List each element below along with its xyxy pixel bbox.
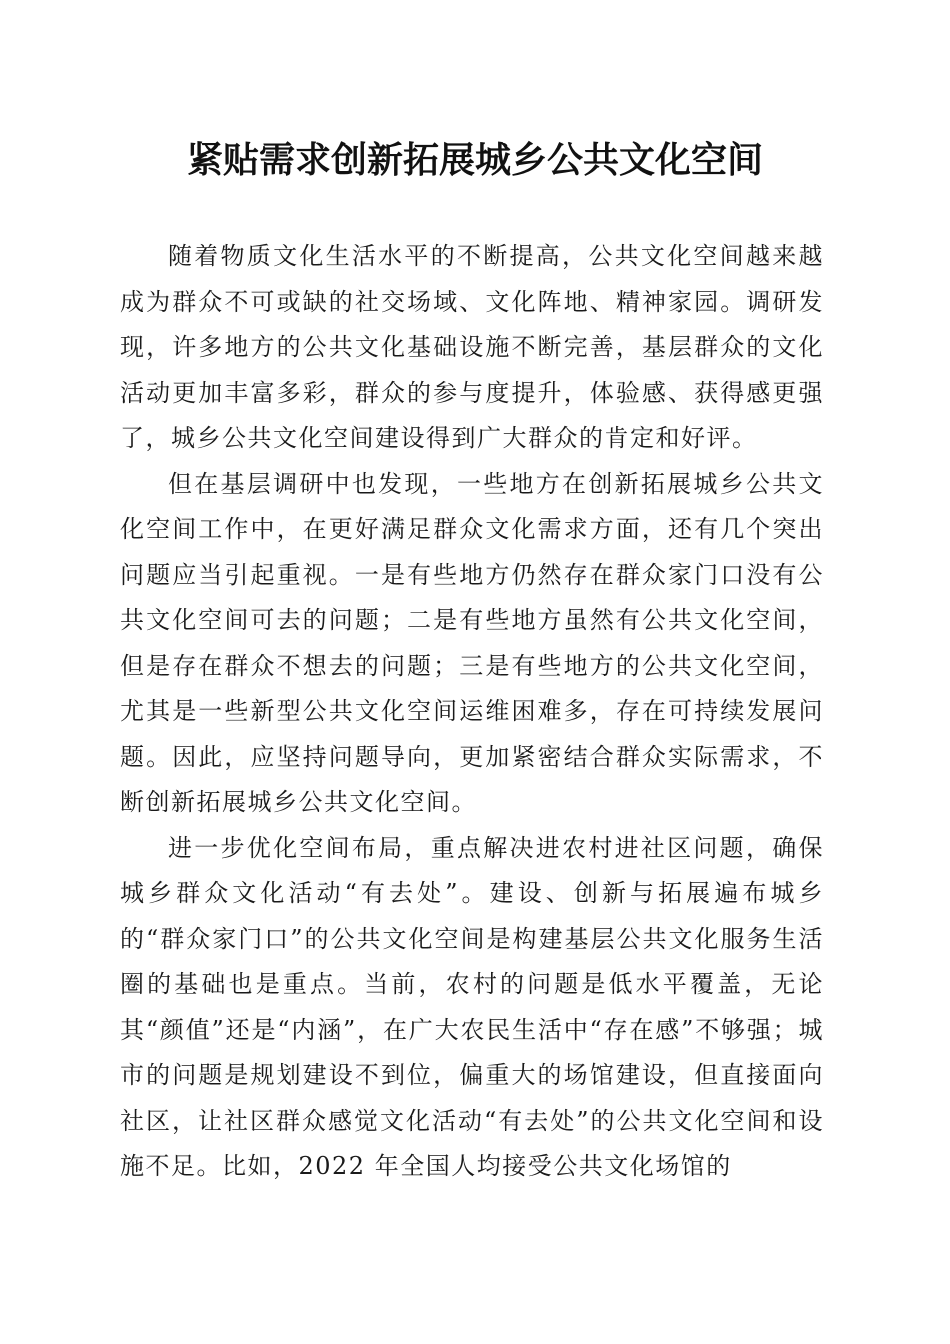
- paragraph-3: 进一步优化空间布局，重点解决进农村进社区问题，确保城乡群众文化活动“有去处”。建设、创新与拓展遍布城乡的“群众家门口”的公共文化空间是构建基层公共文化服务生活圈的基础也是重点。当前，农村的问题是低水平覆盖，无论其“颜值”还是“内涵”，在广大农民生活中“存在感”不够强；城市的问题是规划建设不到位，偏重大的场馆建设，但直接面向社区，让社区群众感觉文化活动“有去处”的公共文化空间和设施不足。比如，2022 年全国人均接受公共文化场馆的: [120, 833, 824, 1180]
- paragraph-2: 但在基层调研中也发现，一些地方在创新拓展城乡公共文化空间工作中，在更好满足群众文化需求方面，还有几个突出问题应当引起重视。一是有些地方仍然存在群众家门口没有公共文化空间可去的问题；二是有些地方虽然有公共文化空间，但是存在群众不想去的问题；三是有些地方的公共文化空间，尤其是一些新型公共文化空间运维困难多，存在可持续发展问题。因此，应坚持问题导向，更加紧密结合群众实际需求，不断创新拓展城乡公共文化空间。: [120, 469, 824, 816]
- paragraph-1: 随着物质文化生活水平的不断提高，公共文化空间越来越成为群众不可或缺的社交场域、文化阵地、精神家园。调研发现，许多地方的公共文化基础设施不断完善，基层群众的文化活动更加丰富多彩，群众的参与度提升，体验感、获得感更强了，城乡公共文化空间建设得到广大群众的肯定和好评。: [120, 242, 824, 452]
- document-body: [120, 234, 824, 1190]
- document-title: 紧贴需求创新拓展城乡公共文化空间: [186, 139, 763, 181]
